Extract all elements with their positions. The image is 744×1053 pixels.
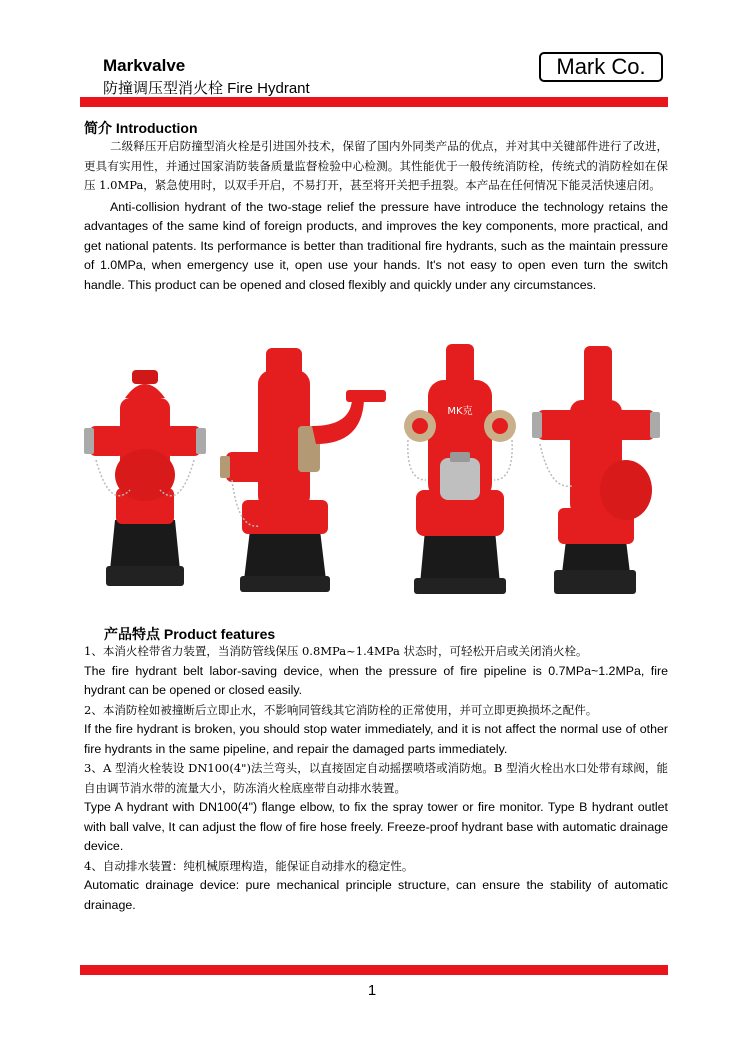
features-heading: 产品特点 Product features [104,626,276,642]
feature-1-english: The fire hydrant belt labor-saving device, when the pressure of fire pipeline is 0.7MPa~1.2MPa, fire hydrant can be opened or closed easily. [84,663,668,697]
intro-chinese-paragraph: 二级释压开启防撞型消火栓是引进国外技术，保留了国内外同类产品的优点，并对其中关键部件进行了改进，更具有实用性，并通过国家消防装备质量监督检验中心检测。其性能优于一般传统消防栓，传统式的消防栓如在保压 1.0MPa，紧急使用时，以双手开启，不易打开，甚至将开关把手扭裂。本产品在任何情况下能灵活快速启闭。 [84,139,668,192]
feature-3-chinese: 3、A 型消火栓装设 DN100(4")法兰弯头，以直接固定自动摇摆喷塔或消防炮。B 型消火栓出水口处带有球阀，能自由调节消水带的流量大小，防冻消火栓底座带自动排水装置。 [84,761,668,795]
header-rule [80,97,668,107]
intro-section [84,137,668,295]
feature-2-english: If the fire hydrant is broken, you should stop water immediately, and it is not affect the normal use of other fire hydrants in the same pipeline, and repair the damaged parts immediately. [84,722,668,756]
footer-rule [80,965,668,975]
page-number: 1 [367,982,377,999]
hydrant-photo-3 [404,344,516,594]
features-list [84,642,668,915]
hydrant-badge: MK克 [447,406,473,417]
hydrant-photo-2 [220,348,386,592]
brand-name: Markvalve [103,56,186,75]
company-logo: Mark Co. [539,52,663,82]
feature-2-chinese: 2、本消防栓如被撞断后立即止水，不影响同管线其它消防栓的正常使用，并可立即更换损坏之配件。 [84,702,598,717]
feature-4-chinese: 4、自动排水装置：纯机械原理构造，能保证自动排水的稳定性。 [84,858,414,873]
feature-4-english: Automatic drainage device: pure mechanical principle structure, can ensure the stability of automatic drainage. [84,878,668,912]
feature-1-chinese: 1、本消火栓带省力装置，当消防管线保压 0.8MPa~1.4MPa 状态时，可轻松开启或关闭消火栓。 [84,644,588,658]
hydrant-photo-1 [84,370,206,586]
intro-english-paragraph: Anti-collision hydrant of the two-stage relief the pressure have introduce the technology retains the advantages of the same kind of foreign products, and improves the key components, more practical, and get national patents. Its performance is better than traditional fire hydrants, such as the maintain pressure of 1.0MPa, when emergency use it, open use your hands. It's not easy to open even turn the switch handle. This product can be opened and closed flexibly and quickly under any circumstances. [84,199,668,292]
document-subtitle: 防撞调压型消火栓 Fire Hydrant [103,80,310,97]
intro-heading: 简介 Introduction [84,120,198,136]
hydrant-photo-4 [532,346,660,594]
product-photos [80,340,668,602]
feature-3-english: Type A hydrant with DN100(4") flange elbow, to fix the spray tower or fire monitor. Type B hydrant outlet with ball valve, It can adjust the flow of fire hose freely. Freeze-proof hydrant base with automatic drainage device. [84,800,668,853]
